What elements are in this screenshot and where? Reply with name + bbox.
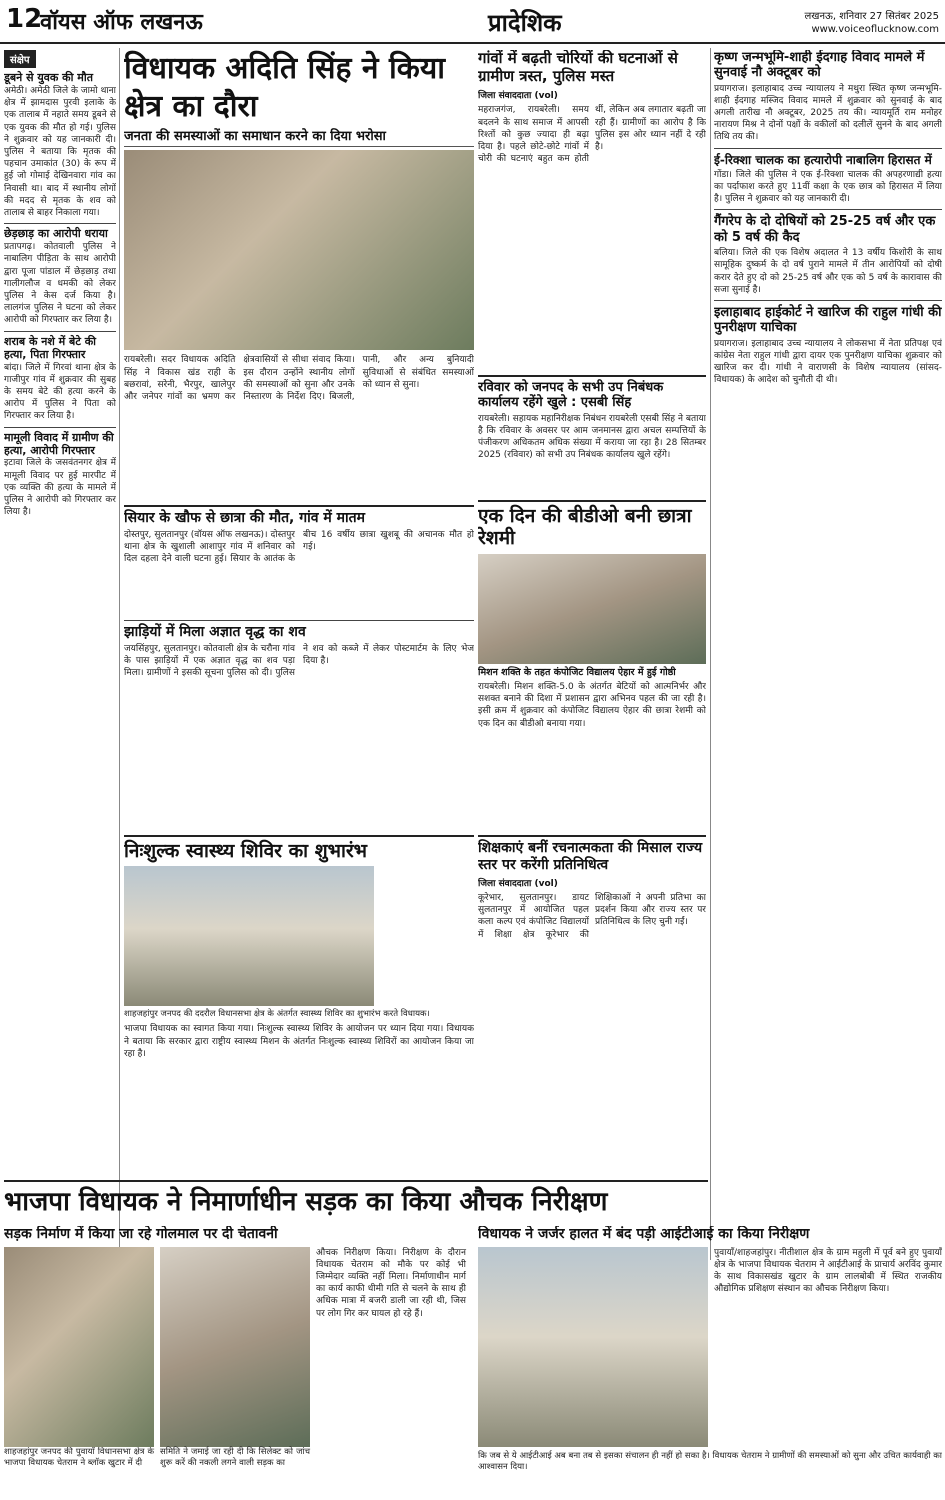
bottom-caption-2: समिति ने जमाई जा रही दी कि सिलेक्ट को जांच शुरू करें की नकली लगने वाली सड़क का [160, 1446, 310, 1468]
website: www.voiceoflucknow.com [811, 24, 939, 35]
health-camp-story [124, 835, 474, 1175]
krishna-text: प्रयागराज। इलाहाबाद उच्च न्यायालय ने मथुरा स्थित कृष्ण जन्मभूमि-शाही ईदगाह मस्जिद विवाद मामले में शुक्रवार को सुनवाई के बाद अगली तारीख नौ अक्टूबर, 2025 तय की। न्यायमूर्ति राम मनोहर नारायण मिश्र ने दोनों पक्षों के वकीलों को दलीलें सुनने के बाद अगली तिथि तय की। [714, 83, 942, 143]
bdo-photo [478, 554, 706, 664]
health-camp-caption: शाहजहांपुर जनपद की ददरौल विधानसभा क्षेत्र के अंतर्गत स्वास्थ्य शिविर का शुभारंभ करते विधायक। [124, 1009, 430, 1020]
theft-story [478, 50, 706, 370]
bottom-text-left: औचक निरीक्षण किया। निरीक्षण के दौरान विधायक चेतराम को मौके पर कोई भी जिम्मेदार व्यक्ति नहीं मिला। निर्माणाधीन मार्ग का कार्य काफी धीमी गति से चलने के साथ ही अधिक मात्रा में बजरी डाली जा रही थी, जिस पर लोग गिर कर घायल हो रहे हैं। [316, 1247, 466, 1319]
student-death-text: दोस्तपुर, सुलतानपुर (वॉयस ऑफ लखनऊ)। दोस्तपुर थाना क्षेत्र के खुशाली आशापुर गांव में शनिवार को दिल दहला देने वाली घटना हुई। सियार के आतंक के बीच 16 वर्षीय छात्रा खुशबू की अचानक मौत हो गई। [124, 529, 474, 564]
brief-headline-1: डूबने से युवक की मौत [4, 71, 93, 84]
education-text: कूरेभार, सुलतानपुर। डायट सुलतानपुर में आयोजित पहल कला कल्प एवं कंपोजिट विद्यालयों में शिक्षा क्षेत्र कूरेभार की शिक्षिकाओं ने अपनी प्रतिभा का प्रदर्शन किया और राज्य स्तर पर प्रतिनिधित्व के लिए चुनी गईं। [478, 893, 706, 940]
brief-headline-3: शराब के नशे में बेटे की हत्या, पिता गिरफ्तार [4, 334, 96, 361]
health-camp-headline: निःशुल्क स्वास्थ्य शिविर का शुभारंभ [124, 840, 368, 862]
bottom-photo-1 [4, 1247, 154, 1447]
sunday-text: रायबरेली। सहायक महानिरीक्षक निबंधन रायबरेली एसबी सिंह ने बताया है कि रविवार के अवसर पर आम जनमानस द्वारा अचल सम्पत्तियों के पंजीकरण अधिकतम अधिक संख्या में कराया जा रहा है। 28 सितम्बर 2025 (रविवार) को सभी उप निबंधक कार्यालय खुले रहेंगे। [478, 413, 706, 461]
brief-headline-4: मामूली विवाद में ग्रामीण की हत्या, आरोपी गिरफ्तार [4, 430, 114, 457]
page-number: 12 [6, 4, 43, 34]
right-column [714, 50, 942, 1260]
health-camp-text: भाजपा विधायक का स्वागत किया गया। निःशुल्क स्वास्थ्य शिविर के आयोजन पर ध्यान दिया गया। विधायक ने बताया कि सरकार द्वारा राष्ट्रीय स्वास्थ्य मिशन के अंतर्गत निःशुल्क स्वास्थ्य शिविरों का आयोजन किया जा रहा है। [124, 1024, 474, 1059]
iti-text: पुवायाँ/शाहजहांपुर। नीतीशाल क्षेत्र के ग्राम महुली में पूर्व बने हुए पुवायाँ क्षेत्र के भाजपा विधायक चेतराम ने आईटीआई के प्राचार्य अरविंद कुमार के साथ विकासखंड खुटार के ग्राम लालबोबी में स्थित राजकीय औद्योगिक प्रशिक्षण संस्थान का औचक निरीक्षण किया। [714, 1247, 942, 1295]
rickshaw-text: गोंडा। जिले की पुलिस ने एक ई-रिक्शा चालक की अपहरणाद्यी हत्या का पर्दाफाश करते हुए 11वीं कक्षा के एक छात्र को हिरासत में लिया है। पुलिस ने शुक्रवार को यह जानकारी दी। [714, 169, 942, 205]
bdo-story [478, 500, 706, 830]
gangrape-text: बलिया। जिले की एक विशेष अदालत ने 13 वर्षीय किशोरी के साथ सामूहिक दुष्कर्म के दो वर्ष पुराने मामले में तीन आरोपियों को दोषी करार देते हुए दो को 25-25 वर्ष और एक को 5 वर्ष के कारावास की सजा सुनाई है। [714, 248, 942, 295]
bottom-banner-headline: भाजपा विधायक ने निमार्णाधीन सड़क का किया औचक निरीक्षण [4, 1187, 608, 1217]
krishna-headline: कृष्ण जन्मभूमि-शाही ईदगाह विवाद मामले में सुनवाई नौ अक्टूबर को [714, 50, 925, 81]
bdo-headline: एक दिन की बीडीओ बनी छात्रा रेशमी [478, 505, 692, 550]
paper-name: वॉयस ऑफ लखनऊ [40, 10, 203, 35]
bdo-text: रायबरेली। मिशन शक्ति-5.0 के अंतर्गत बेटियों को आत्मनिर्भर और सशक्त बनाने की दिशा में प्रशासन द्वारा अभिनव पहल की जा रही है। इसी क्रम में शुक्रवार को कंपोजिट विद्यालय ऐहार की छात्रा रेशमी को एक दिन का बीडीओ बनाया गया। [478, 682, 706, 729]
iti-photo [478, 1247, 708, 1447]
section-title: प्रादेशिक [488, 9, 562, 37]
lead-photo [124, 150, 474, 350]
body-found-story [124, 620, 474, 730]
rickshaw-headline: ई-रिक्शा चालक का हत्यारोपी नाबालिग हिरासत में [714, 152, 932, 167]
brief-tag: संक्षेप [4, 50, 36, 68]
education-byline: जिला संवाददाता (vol) [478, 879, 558, 890]
lead-headline: विधायक अदिति सिंह ने किया क्षेत्र का दौरा [124, 51, 445, 124]
student-death-story [124, 505, 474, 615]
iti-story [478, 1226, 942, 1496]
theft-byline: जिला संवाददाता (vol) [478, 91, 558, 102]
sunday-notice [478, 375, 706, 495]
bottom-subhead-left: सड़क निर्माण में किया जा रहे गोलमाल पर दी चेतावनी [4, 1226, 278, 1242]
sunday-headline: रविवार को जनपद के सभी उप निबंधक कार्यालय रहेंगे खुले : एसबी सिंह [478, 380, 664, 411]
iti-headline: विधायक ने जर्जर हालत में बंद पड़ी आईटीआई का किया निरीक्षण [478, 1226, 810, 1242]
bottom-caption-1: शाहजहांपुर जनपद की पुवायाँ विधानसभा क्षेत्र के भाजपा विधायक चेतराम ने ब्लॉक खुटार में दी [4, 1446, 154, 1468]
iti-caption: कि जब से ये आईटीआई अब बना तब से इसका संचालन ही नहीं हो सका है। विधायक चेतराम ने ग्रामीणों की समस्याओं को सुना और उचित कार्यवाही का आश्वासन दिया। [478, 1450, 942, 1472]
lead-story [124, 50, 474, 500]
gangrape-headline: गैंगरेप के दो दोषियों को 25-25 वर्ष और एक को 5 वर्ष की कैद [714, 214, 936, 245]
rahul-text: प्रयागराज। इलाहाबाद उच्च न्यायालय ने लोकसभा में नेता प्रतिपक्ष एवं कांग्रेस नेता राहुल गांधी द्वारा दायर एक पुनरीक्षण याचिका शुक्रवार को खारिज कर दी। गांधी ने वाराणसी के विशेष न्यायालय (सांसद-विधायक) के आदेश को चुनौती दी थी। [714, 338, 942, 386]
rahul-headline: इलाहाबाद हाईकोर्ट ने खारिज की राहुल गांधी की पुनरीक्षण याचिका [714, 304, 942, 336]
brief-text-1: अमेठी। अमेठी जिले के जामो थाना क्षेत्र में झामदास पुरवी इलाके के एक तालाब में नहाते समय डूबने से एक युवक की मौत हो गई। पुलिस ने शुक्रवार को यह जानकारी दी। पुलिस ने बताया कि मृतक की पहचान उमाकांत (30) के रूप में हुई जो गोमाई देखिनवारा गांव का निवासी था। बाद में स्थानीय लोगों की मदद से मृतक के शव को तालाब से बाहर निकाला गया। [4, 85, 116, 218]
brief-text-3: बांदा। जिले में गिरवां थाना क्षेत्र के गाजीपुर गांव में शुक्रवार की सुबह के समय बेटे की हत्या करने के आरोप में पुलिस ने पिता को गिरफ्तार कर लिया है। [4, 362, 116, 422]
lead-text: रायबरेली। सदर विधायक अदिति सिंह ने विकास खंड राही के बछरावां, सरेनी, भैरपुर, खालेपुर और जनेपर गांवों का भ्रमण कर क्षेत्रवासियों से सीधा संवाद किया। इस दौरान उन्होंने स्थानीय लोगों की समस्याओं को सुना और उनके निस्तारण के निर्देश दिए। बिजली, पानी, और अन्य बुनियादी सुविधाओं से संबंधित समस्याओं को ध्यान से सुना। [124, 355, 474, 402]
dateline: लखनऊ, शनिवार 27 सितंबर 2025 www.voiceoflucknow.com [804, 11, 939, 35]
education-story [478, 835, 706, 1175]
brief-headline-2: छेड़छाड़ का आरोपी धराया [4, 227, 108, 241]
health-camp-photo [124, 866, 374, 1006]
lead-subhead: जनता की समस्याओं का समाधान करने का दिया भरोसा [124, 129, 474, 147]
bottom-photo-2 [160, 1247, 310, 1447]
bottom-banner [4, 1184, 708, 1224]
theft-headline: गांवों में बढ़ती चोरियों की घटनाओं से ग्रामीण त्रस्त, पुलिस मस्त [478, 50, 678, 85]
body-found-headline: झाड़ियों में मिला अज्ञात वृद्ध का शव [124, 624, 306, 640]
student-death-headline: सियार के खौफ से छात्रा की मौत, गांव में मातम [124, 510, 365, 526]
body-found-text: जयसिंहपुर, सुलतानपुर। कोतवाली क्षेत्र के चरौना गांव के पास झाड़ियों में एक अज्ञात वृद्ध का शव पड़ा मिला। ग्रामीणों ने इसकी सूचना पुलिस को दी। पुलिस ने शव को कब्जे में लेकर पोस्टमार्टम के लिए भेज दिया है। [124, 643, 474, 678]
education-headline: शिक्षकाएं बनीं रचनात्मकता की मिसाल राज्य स्तर पर करेंगी प्रतिनिधित्व [478, 840, 703, 873]
bdo-caption: मिशन शक्ति के तहत कंपोजिट विद्यालय ऐहार में हुई गोष्ठी [478, 666, 676, 678]
theft-text: महराजगंज, रायबरेली। समय बदलने के साथ समाज में आपसी रिश्तों को कुछ ज्यादा ही बढ़ा दिया है। पहले छोटे-छोटे गांवों में चोरी की घटनाएं बहुत कम होती थीं, लेकिन अब लगातार बढ़ती जा रही हैं। ग्रामीणों का आरोप है कि पुलिस इस ओर ध्यान नहीं दे रही है। [478, 105, 706, 165]
bottom-left-story [4, 1226, 474, 1496]
brief-text-4: इटावा जिले के जसवंतनगर क्षेत्र में मामूली विवाद पर हुई मारपीट में एक व्यक्ति की हत्या के मामले में पुलिस ने आरोपी को गिरफ्तार कर लिया है। [4, 458, 116, 518]
brief-column [4, 48, 116, 1260]
masthead [0, 0, 945, 44]
brief-text-2: प्रतापगढ़। कोतवाली पुलिस ने नाबालिग पीड़िता के साथ आरोपी द्वारा पूजा पांडाल में छेड़छाड़ तथा गालीगलौज व धमकी को लेकर पुलिस ने केस दर्ज किया है। लालगंज पुलिस ने घटना को लेकर आरोपी को गिरफ्तार कर लिया है। [4, 242, 116, 326]
